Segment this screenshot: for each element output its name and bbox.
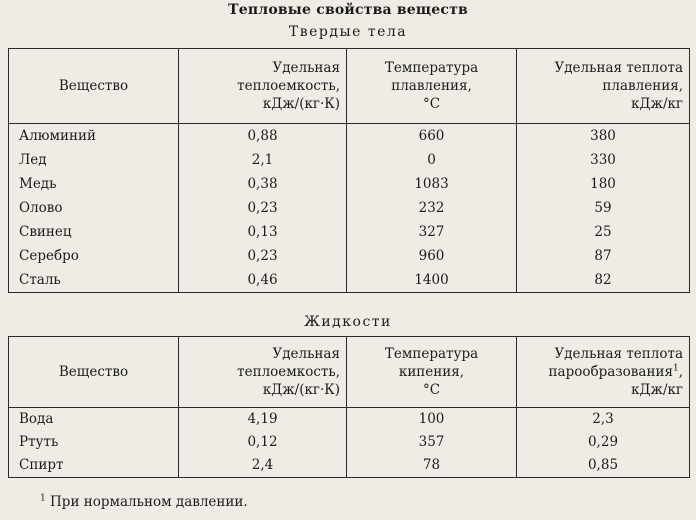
substance-name: Сталь: [9, 268, 179, 293]
table-row: [9, 244, 690, 268]
heat-value: 87: [517, 244, 690, 268]
liquids-header-row: [9, 337, 690, 408]
table-row: [9, 431, 690, 454]
heat-value: 2,3: [517, 408, 690, 432]
substance-name: Олово: [9, 196, 179, 220]
temperature-value: 327: [347, 220, 517, 244]
temperature-value: 357: [347, 431, 517, 454]
heat-value: 0,85: [517, 454, 690, 478]
heat-value: 0,29: [517, 431, 690, 454]
substance-name: Вода: [9, 408, 179, 432]
heat-value: 25: [517, 220, 690, 244]
capacity-value: 0,23: [179, 244, 347, 268]
solids-header-row: [9, 49, 690, 124]
header-capacity: Удельная теплоемкость, кДж/(кг·К): [179, 337, 347, 408]
capacity-value: 0,38: [179, 172, 347, 196]
heat-value: 180: [517, 172, 690, 196]
temperature-value: 1400: [347, 268, 517, 293]
capacity-value: 0,46: [179, 268, 347, 293]
temperature-value: 0: [347, 148, 517, 172]
temperature-value: 78: [347, 454, 517, 478]
page-title: Тепловые свойства веществ: [228, 2, 468, 18]
capacity-value: 2,1: [179, 148, 347, 172]
heat-value: 59: [517, 196, 690, 220]
temperature-value: 100: [347, 408, 517, 432]
header-substance: Вещество: [9, 337, 179, 408]
table-row: [9, 148, 690, 172]
solids-section-title: Твердые тела: [288, 24, 408, 40]
temperature-value: 660: [347, 124, 517, 149]
substance-name: Лед: [9, 148, 179, 172]
header-boiling-temperature: Температура кипения, °С: [347, 337, 517, 408]
substance-name: Серебро: [9, 244, 179, 268]
substance-name: Медь: [9, 172, 179, 196]
table-row: [9, 196, 690, 220]
table-row: [9, 268, 690, 293]
header-heat-of-fusion: Удельная теплота плавления, кДж/кг: [517, 49, 690, 124]
footnote-text: При нормальном давлении.: [45, 494, 248, 510]
capacity-value: 2,4: [179, 454, 347, 478]
heat-value: 380: [517, 124, 690, 149]
footnote-mark: 1: [40, 493, 46, 504]
temperature-value: 1083: [347, 172, 517, 196]
table-row: [9, 220, 690, 244]
capacity-value: 4,19: [179, 408, 347, 432]
substance-name: Алюминий: [9, 124, 179, 149]
substance-name: Ртуть: [9, 431, 179, 454]
substance-name: Свинец: [9, 220, 179, 244]
header-heat-of-vaporization: Удельная теплота парообразования$^1$, кДж/кг: [517, 337, 690, 408]
capacity-value: 0,13: [179, 220, 347, 244]
table-row: [9, 408, 690, 432]
capacity-value: 0,23: [179, 196, 347, 220]
liquids-table: [8, 336, 690, 478]
table-row: [9, 172, 690, 196]
header-capacity: Удельная теплоемкость, кДж/(кг·К): [179, 49, 347, 124]
header-melting-temperature: Температура плавления, °С: [347, 49, 517, 124]
temperature-value: 232: [347, 196, 517, 220]
table-row: [9, 454, 690, 478]
capacity-value: 0,12: [179, 431, 347, 454]
heat-value: 82: [517, 268, 690, 293]
capacity-value: 0,88: [179, 124, 347, 149]
temperature-value: 960: [347, 244, 517, 268]
header-substance: Вещество: [9, 49, 179, 124]
liquids-section-title: Жидкости: [304, 314, 392, 330]
solids-table: [8, 48, 690, 293]
substance-name: Спирт: [9, 454, 179, 478]
table-row: [9, 124, 690, 149]
footnote-mark: 1: [672, 363, 679, 374]
heat-value: 330: [517, 148, 690, 172]
footnote: [40, 494, 248, 510]
